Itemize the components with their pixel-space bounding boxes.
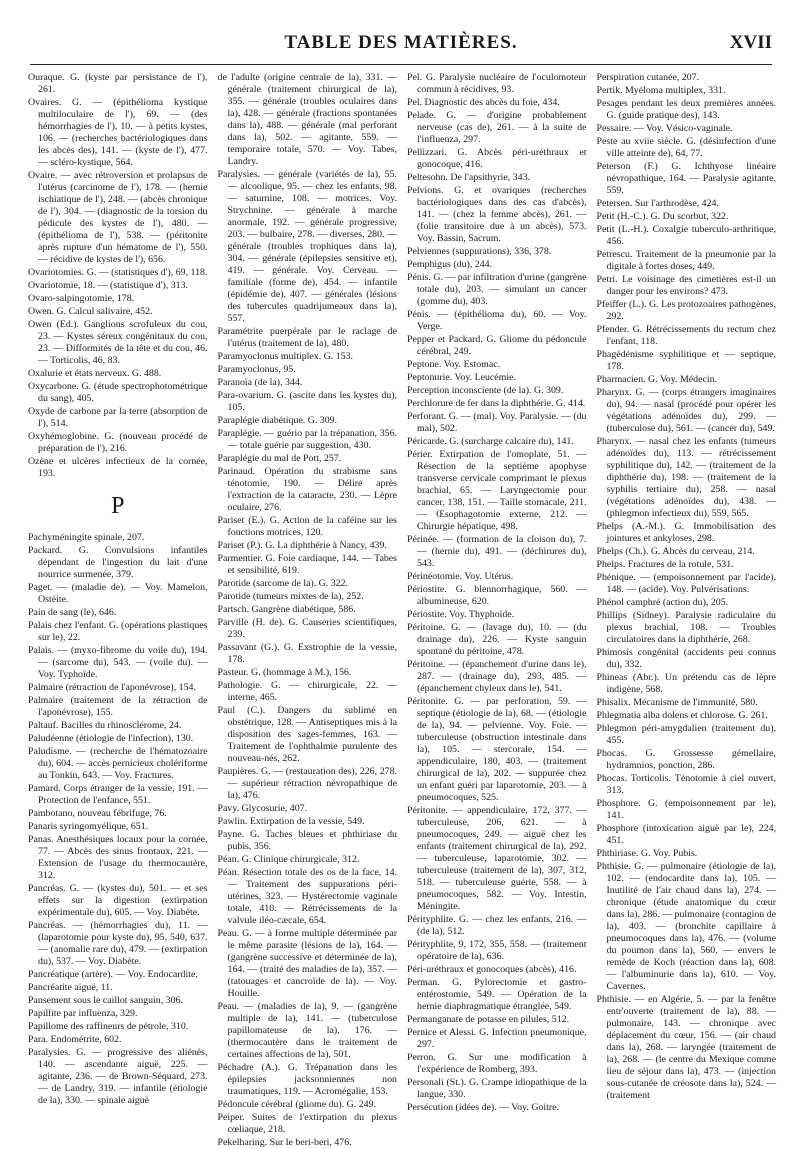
- index-entry: Pariset (P.). G. La diphthérie à Nancy, 439.: [217, 540, 387, 551]
- index-entry: Pavy. Glycosurie, 407.: [217, 803, 308, 814]
- index-entry: Panaris syringomyélique, 651.: [28, 821, 149, 832]
- index-entry: Pancréas. — (hémorrhagies du), 11. — (laparotomie pour kyste du), 95, 540, 637. — (anomalie rare du), 479. — (extirpation du), 537. — Voy. Diabète.: [28, 920, 208, 967]
- index-column-4: [596, 72, 777, 1101]
- index-entry: Parotide (sarcome de la). G. 322.: [217, 578, 349, 589]
- index-entry: Petrescu. Traitement de la pneumonie par la digitale à fortes doses, 449.: [596, 249, 776, 272]
- index-entry: Peptone. Voy. Estomac.: [407, 359, 501, 370]
- index-entry: Pelviennes (suppurations), 336, 378.: [407, 246, 552, 257]
- page-title: TABLE DES MATIÈRES.: [284, 32, 518, 53]
- index-entry: Ovaires. G. — (épithélioma kystique multiloculaire de l'), 69. — (des hémorrhagies de l'), 10. — à petits kystes, 106. — (recherches bactériologiques dans les abcès des), 141. — (kyste de l'), 477. — scléro-kystique, 564.: [28, 97, 208, 168]
- index-entry: Pemphigus (du), 244.: [407, 259, 493, 270]
- index-entry: de l'adulte (origine centrale de la), 331. — générale (traitement chirurgical de la), 355. — générale (troubles oculaires dans la), 428. — générale (fractions spontanées dans la), 488. — générale (mal perforant dans la), 502. — agitante, 559. — temporaire totale, 570. — Voy. Tabes, Landry.: [217, 72, 397, 167]
- index-entry: Persécution (idées de). — Voy. Goitre.: [407, 1102, 560, 1113]
- index-entry: Pénis. G. — par infiltration d'urine (gangrène totale du), 203. — simulant un cancer (gomme du), 403.: [407, 272, 587, 307]
- index-entry: Pérityphlite, 9, 172, 355, 558. — (traitement opératoire de la), 636.: [407, 939, 587, 962]
- index-entry: Pansement sous le caillot sanguin, 306.: [28, 995, 183, 1006]
- section-letter: P: [111, 493, 125, 519]
- index-entry: Paupières. G. — (restauration des), 226, 278. — supérieur rétraction névropathique de la), 476.: [217, 766, 397, 801]
- index-entry: Perspiration cutanée, 207.: [596, 72, 700, 83]
- index-entry: Phelps (A.-M.). G. Immobilisation des jointures et ankyloses, 298.: [596, 521, 776, 544]
- index-entry: Phineas (Abr.). Un prétendu cas de lèpre indigène, 568.: [596, 672, 776, 695]
- index-entry: Phlegmatia alba dolens et chlorose. G. 261.: [596, 710, 768, 721]
- index-entry: Owen. G. Calcul salivaire, 452.: [28, 306, 153, 317]
- index-entry: Peiper. Suites de l'extirpation du plexus cœliaque, 218.: [217, 1112, 397, 1135]
- index-entry: Péricarde. G. (surcharge calcaire du), 141.: [407, 436, 574, 447]
- index-entry: Pambotano, nouveau fébrifuge, 76.: [28, 808, 167, 819]
- index-entry: Phosphore (intoxication aiguë par le), 224, 451.: [596, 823, 776, 846]
- index-entry: Pérityphlite. G. — chez les enfants, 216. — (de la), 512.: [407, 914, 587, 937]
- index-entry: Pancréatique (artère). — Voy. Endocardite.: [28, 969, 198, 980]
- index-column-2: [217, 72, 398, 1148]
- index-entry: Phlegmon péri-amygdalien (traitement du), 455.: [596, 723, 776, 746]
- index-entry: Perman. G. Pylorectomie et gastro-entérostomie, 549. — Opération de la hernie diaphragmatique étranglée, 549.: [407, 977, 587, 1012]
- index-entry: Peterson (F.) G. Ichthyose linéaire névropathique, 164. — Paralysie agitante, 559.: [596, 161, 776, 196]
- index-entry: Phillips (Sidney). Paralysie radiculaire du plexus brachial, 108. — Troubles circulatoires dans la diphthérie, 268.: [596, 610, 776, 645]
- index-entry: Phosphore. G. (empoisonnement par le), 141.: [596, 798, 776, 821]
- index-entry: Pessaire. — Voy. Vésico-vaginale.: [596, 123, 733, 134]
- index-entry: Payne. G. Taches bleues et phthiriase du pubis, 356.: [217, 829, 397, 852]
- index-entry: Pharynx. — nasal chez les enfants (tumeurs adénoïdes du), 113. — rétrécissement syphilitique du), 142. — (traitement de la diphthérie du), 198. — (traitement de la syphilis tertiaire du), 258. — nasal (végétations adénoïdes du), 438. — (phlegmon infectieux du), 559, 565.: [596, 436, 776, 519]
- index-columns: [28, 72, 776, 1148]
- index-entry: Pathologie. G. — chirurgicale, 22. — interne, 465.: [217, 680, 397, 703]
- index-entry: Peltesohn. De l'apsithyrie, 343.: [407, 172, 531, 183]
- index-entry: Phthisie. — en Algérie, 5. — par la fenêtre entr'ouverte (traitement de la), 88. — pulmonaire, 143. — chronique avec déplacement du cœur, 156. — (air chaud dans la), 268. — laryngée (traitement de la), 268. — (le centre du Mexique comme lieu de séjour dans la), 473. — (injection sous-cutanée de créosote dans la), 524. — (traitement: [596, 994, 776, 1101]
- index-column-3: [407, 72, 587, 1113]
- index-entry: Périostite. G. blennorrhagique, 560. — albumineuse, 620.: [407, 584, 587, 607]
- index-entry: Pelvions. G. et ovariques (recherches bactériologiques dans des cas d'abcès), 141. — (chez la femme abcès), 261. — (folie transitoire due à un abcès), 573. Voy. Bassin, Sacrum.: [407, 185, 587, 244]
- index-entry: Para-ovarium. G. (ascite dans les kystes du), 105.: [217, 390, 397, 413]
- index-entry: Permanganate de potasse en pilules, 512.: [407, 1014, 570, 1025]
- index-entry: Pernice et Alessi. G. Infection pneumonique, 297.: [407, 1027, 587, 1050]
- index-entry: Paludisme. — (recherche de l'hématozoaire du), 604. — accès pernicieux cholériforme au Tonkin, 643. — Voy. Fractures.: [28, 746, 208, 781]
- index-entry: Passavant (G.). G. Exstrophie de la vessie, 178.: [217, 642, 397, 665]
- index-entry: Pariset (E.). G. Action de la caféine sur les fonctions motrices, 120.: [217, 515, 397, 538]
- index-entry: Pain de sang (le), 646.: [28, 607, 117, 618]
- index-entry: Packard. G. Convulsions infantiles dépendant de l'ingestion du lait d'une nourrice surmenée, 379.: [28, 545, 208, 580]
- index-entry: Phénique. — (empoisonnement par l'acide), 148. — (acide). Voy. Pulvérisations.: [596, 572, 776, 595]
- index-entry: Pepper et Packard. G. Gliome du pédoncule cérébral, 249.: [407, 334, 587, 357]
- index-entry: Perforant. G. — (mal). Voy. Paralysie. — (du mal), 502.: [407, 411, 587, 434]
- index-entry: Paul (C.). Dangers du sublimé en obstétrique, 128. — Antiseptiques mis à la disposition des sages-femmes, 163. — Traitement de l'ophthalmie purulente des nouveau-nés, 262.: [217, 705, 397, 764]
- index-entry: Péritoine. G. — (lavage du), 10. — (du drainage du), 226. — Kyste sanguin spontané du péritoine, 478.: [407, 622, 587, 657]
- index-entry: Péri-uréthraux et gonocoques (abcès), 416.: [407, 964, 577, 975]
- index-entry: Parinaud. Opération du strabisme sans ténotomie, 190. — Délire après l'extraction de la cataracte, 230. — Lèpre oculaire, 276.: [217, 466, 397, 513]
- index-entry: Personali (St.). G. Crampe idiopathique de la langue, 330.: [407, 1077, 587, 1100]
- index-entry: Oxycarbone. G. (étude spectrophotométrique du sang), 405.: [28, 381, 208, 404]
- index-entry: Phénol camphré (action du), 205.: [596, 597, 729, 608]
- index-entry: Phocas. G. Grossesse gémellaire, hydramnios, ponction, 286.: [596, 748, 776, 771]
- index-entry: Paludéenne (étiologie de l'infection), 130.: [28, 733, 194, 744]
- index-entry: Petit (L.-H.). Coxalgie tuberculo-arthritique, 456.: [596, 224, 776, 247]
- index-entry: Paraplégie du mal de Pott, 257.: [217, 453, 342, 464]
- index-entry: Oxyde de carbone par la terre (absorption de l'), 514.: [28, 406, 208, 429]
- index-entry: Périer. Extirpation de l'omoplate, 51. — Résection de la septième apophyse transverse cervicale comprimant le plexus brachial, 65. — Laryngectomie pour cancer, 138, 151. — Taille stomacale, 211. — Œsophagotomie externe, 212. — Chirurgie hépatique, 498.: [407, 449, 587, 532]
- index-entry: Paramyoclonus multiplex. G. 153.: [217, 351, 353, 362]
- index-entry: Pel. G. Paralysie nucléaire de l'oculomoteur commun à récidives, 93.: [407, 72, 587, 95]
- index-entry: Palmaire (traitement de la rétraction de l'aponévrose), 155.: [28, 695, 208, 718]
- index-entry: Petri. Le voisinage des cimetières est-il un danger pour les environs? 473.: [596, 274, 776, 297]
- index-entry: Paget. — (maladie de). — Voy. Mamelon, Ostéite.: [28, 582, 208, 605]
- index-entry: Papillome des raffineurs de pétrole, 310.: [28, 1021, 189, 1032]
- index-entry: Périostite. Voy. Thyphoïde.: [407, 609, 515, 620]
- index-entry: Pawlin. Extirpation de la vessie, 549.: [217, 816, 365, 827]
- index-entry: Pertik. Myéloma multiplex, 331.: [596, 85, 726, 96]
- index-entry: Paraplégie. — guério par la trépanation, 356. — totale guérie par suggestion, 430.: [217, 428, 397, 451]
- index-entry: Parmentier. G. Foie cardiaque, 144. — Tabes et sensibilité, 619.: [217, 553, 397, 576]
- index-entry: Péan. G. Clinique chirurgicale, 312.: [217, 854, 360, 865]
- index-entry: Paramyoclonus, 95.: [217, 364, 296, 375]
- index-entry: Ovariotomie, 18. — (statistique d'), 313.: [28, 280, 189, 291]
- index-entry: Peste au xviie siècle. G. (désinfection d'une ville atteinte de), 64, 77.: [596, 136, 776, 159]
- index-entry: Pekelharing. Sur le beri-beri, 476.: [217, 1137, 352, 1148]
- index-entry: Pénis. — (épithélioma du), 60. — Voy. Verge.: [407, 309, 587, 332]
- index-entry: Parotide (tumeurs mixtes de la), 252.: [217, 591, 364, 602]
- index-entry: Phthisie. G. — pulmonaire (étiologie de la), 102. — (endocardite dans la), 105. — Inutilité de l'air chaud dans la), 274. — chronique (étude anatomique du cœur dans la), 286. — pulmonaire (contagion de la), 403. — (bronchite capillaire à pneumocoques dans la), 476. — (volume du poumon dans la), 560. — envers le remède de Koch (réaction dans la), 608. — l'albuminurie dans la), 610. — Voy. Cavernes.: [596, 861, 776, 992]
- index-entry: Périnéotomie. Voy. Utérus.: [407, 571, 514, 582]
- index-entry: Péritonite. G. — par perforation, 59. — septique (étiologie de la), 68. — (étiologie de la), 94. — pelvienne. Voy. Foie. — tuberculeuse (obstruction intestinale dans la), 105. — stercorale, 154. — appendiculaire, 180, 403. — (traitement chirurgical de la), 202. — suppurée chez un enfant guéri par laparotomie, 203. — à pneumocoques, 525.: [407, 696, 587, 803]
- index-entry: Péan. Résection totale des os de la face, 14. — Traitement des suppurations péri-utérines, 323. — Hystérectomie vaginale totale, 410. — Rétrécissements de la valvule iléo-cæcale, 654.: [217, 867, 397, 926]
- index-entry: Parville (H. de). G. Causeries scientifiques, 239.: [217, 617, 397, 640]
- index-entry: Périnée. — (formation de la cloison du), 7. — (hernie du), 491. — (déchirures du), 543.: [407, 534, 587, 569]
- index-entry: Phimosis congénital (accidents peu connus du), 332.: [596, 647, 776, 670]
- index-entry: Papillite par influenza, 329.: [28, 1008, 138, 1019]
- index-entry: Partsch. Gangrène diabétique, 586.: [217, 604, 356, 615]
- index-entry: Pédoncule cérébral (gliome du). G. 249.: [217, 1099, 376, 1110]
- index-entry: Oxyhémoglobine. G. (nouveau procédé de préparation de l'), 216.: [28, 431, 208, 454]
- index-entry: Ovariotomies. G. — (statistiques d'), 69, 118.: [28, 267, 208, 278]
- index-entry: Pasteur. G. (hommage à M.), 156.: [217, 667, 352, 678]
- index-entry: Péchadre (A.). G. Trépanation dans les épilepsies jacksonniennes non traumatiques, 119. — Acromégalie, 153.: [217, 1062, 397, 1097]
- index-entry: Phocas. Torticolis. Ténotomie à ciel ouvert, 313.: [596, 773, 776, 796]
- page-header: [30, 24, 772, 65]
- page-number: XVII: [729, 32, 772, 53]
- index-entry: Panas. Anesthésiques locaux pour la cornée, 77. — Abcès des sinus frontaux, 221. — Extension de l'usage du thermocautère, 312.: [28, 834, 208, 881]
- index-entry: Phelps. Fractures de la rotule, 531.: [596, 559, 734, 570]
- index-entry: Pellizzari. G. Abcès péri-uréthraux et gonocoque, 416.: [407, 147, 587, 170]
- index-entry: Paraplégie diabétique. G. 309.: [217, 415, 338, 426]
- index-entry: Pel. Diagnostic des abcès du foie, 434.: [407, 97, 560, 108]
- index-entry: Perchlorure de fer dans la diphthérie. G. 414.: [407, 398, 586, 409]
- index-entry: Pachyméningite spinale, 207.: [28, 532, 145, 543]
- index-entry: Peptonurie. Voy. Leucémie.: [407, 372, 516, 383]
- index-entry: Peau. — (maladies de la), 9. — (gangrène multiple de la), 141. — (tuberculose papillomateuse de la), 176. — (thermocautère dans le traitement de certaines affections de la), 501.: [217, 1001, 397, 1060]
- index-entry: Pharynx. G. — (corps étrangers imaginaires du), 94. — nasal (procédé pour opérer les végétations adénoïdes du), 299. — (tuberculose du), 561. — (cancer du), 549.: [596, 387, 776, 434]
- index-entry: Péritonite. — appendiculaire, 172, 377. — tuberculeuse, 206, 621. — à pneumocoques, 249. — aiguë chez les enfants (traitement chirurgical de la), 292. — tuberculeuse, laparotomie, 302. — tuberculeuse (traitement de la), 307, 312, 518. — tuberculeuse guérie, 558. — à pneumocoques, 582. — Voy. Intestin, Méningite.: [407, 805, 587, 912]
- index-entry: Pharmacien. G. Voy. Médecin.: [596, 374, 717, 385]
- index-entry: Para. Endométrite, 602.: [28, 1034, 122, 1045]
- index-entry: Pfender. G. Rétrécissements du rectum chez l'enfant, 118.: [596, 324, 776, 347]
- index-entry: Palais. — (myxo-fibrome du voile du), 194. — (sarcome du), 543. — (voile du). — Voy. Typhoïde.: [28, 645, 208, 680]
- index-entry: Ovaro-salpingotomie, 178.: [28, 293, 135, 304]
- index-entry: Paramétrite puerpérale par le raclage de l'utérus (traitement de la), 480.: [217, 326, 397, 349]
- index-entry: Phelps (Ch.). G. Abcès du cerveau, 214.: [596, 546, 755, 557]
- index-entry: Pesages pendant les deux premières années. G. (guide pratique des), 143.: [596, 98, 776, 121]
- index-entry: Péritoine. — (épanchement d'urine dans le), 287. — (drainage du), 293, 485. — (épanchement chyleux dans le), 541.: [407, 659, 587, 694]
- index-entry: Ouraque. G. (kyste par persistance de l'), 261.: [28, 72, 208, 95]
- index-entry: Phthiriase. G. Voy. Pubis.: [596, 848, 698, 859]
- index-entry: Pamard. Corps étranger de la vessie, 191. — Protection de l'enfance, 551.: [28, 783, 208, 806]
- index-entry: Pfeiffer (L.). G. Les protozoaires pathogènes, 292.: [596, 299, 776, 322]
- index-entry: Palmaire (rétraction de l'aponévrose), 154.: [28, 682, 196, 693]
- index-entry: Pancréas. G. — (kystes du), 501. — et ses effets sur la digestion (extirpation expérimentale du), 605. — Voy. Diabète.: [28, 883, 208, 918]
- index-entry: Paralysies. G. — progressive des aliénés, 140. — ascendante aiguë, 225. — agitante, 236. — de Brown-Séquard, 273. — de Landry, 319. — infantile (étiologie de la), 330. — spinale aiguë: [28, 1047, 208, 1106]
- index-entry: Paralysies. — générale (variétés de la), 55. — alcoolique, 95. — chez les enfants, 98. — saturnine, 108. — motrices. Voy. Strychnine. — générale à marche anormale, 192. — générale progressive, 203. — bulbaire, 278. — diverses, 280. — générale (troubles trophiques dans la), 304. — générale (épilepsies sensitive et), 419. — générale. Voy. Cerveau. — familiale (forme de), 454. — infantile (épidémie de), 407. — générales (lésions des tubercules quadrijumeaux dans la), 557.: [217, 169, 397, 324]
- index-entry: Paltauf. Bacilles du rhinosclérome, 24.: [28, 720, 182, 731]
- index-entry: Oxalurie et états nerveux. G. 488.: [28, 368, 162, 379]
- index-column-1: [28, 72, 208, 1106]
- index-entry: Pancréatite aiguë, 11.: [28, 982, 113, 993]
- index-entry: Petersen. Sur l'arthrodèse, 424.: [596, 198, 719, 209]
- index-entry: Ovaire. — avec rétroversion et prolapsus de l'utérus (carcinome de l'), 178. — (hernie ischiatique de l'), 248. — (abcès chronique de l'), 304. — (diagnostic de la torsion du pédicule des kystes de l'), 480. — (épithélioma de l'), 538. — (péritonite après rupture d'un hématome de l'), 550. — récidive de kystes de l'), 656.: [28, 170, 208, 265]
- index-entry: Peau. G. — à forme multiple déterminée par le même parasite (lésions de la), 164. — (gangrène successive et déterminée de la), 164. — (traité des maladies de la), 357. — (tatouages et cancroïde de la). — Voy. Houille.: [217, 928, 397, 999]
- index-entry: Perron. G. Sur une modification à l'expérience de Romberg, 393.: [407, 1052, 587, 1075]
- index-entry: Perception inconsciente (de la). G. 309.: [407, 385, 564, 396]
- index-entry: Paranoïa (de la), 344.: [217, 377, 303, 388]
- index-entry: Owen (Ed.). Ganglions scrofuleux du cou, 23. — Kystes séreux congénitaux du cou, 23. — Difformités de la tête et du cou, 46. — Torticolis, 46, 83.: [28, 319, 208, 366]
- index-entry: Petit (H.-C.). G. Du scorbut, 322.: [596, 211, 729, 222]
- index-entry: Phisalix. Mécanisme de l'immunité, 580.: [596, 697, 758, 708]
- index-entry: Palais chez l'enfant. G. (opérations plastiques sur le), 22.: [28, 620, 208, 643]
- index-entry: Ozène et ulcères infectieux de la cornée, 193.: [28, 456, 208, 479]
- index-entry: Pelade. G. — d'origine probablement nerveuse (cas de), 261. — à la suite de l'influenza, 297.: [407, 110, 587, 145]
- index-entry: Phagédénisme syphilitique et — septique, 178.: [596, 349, 776, 372]
